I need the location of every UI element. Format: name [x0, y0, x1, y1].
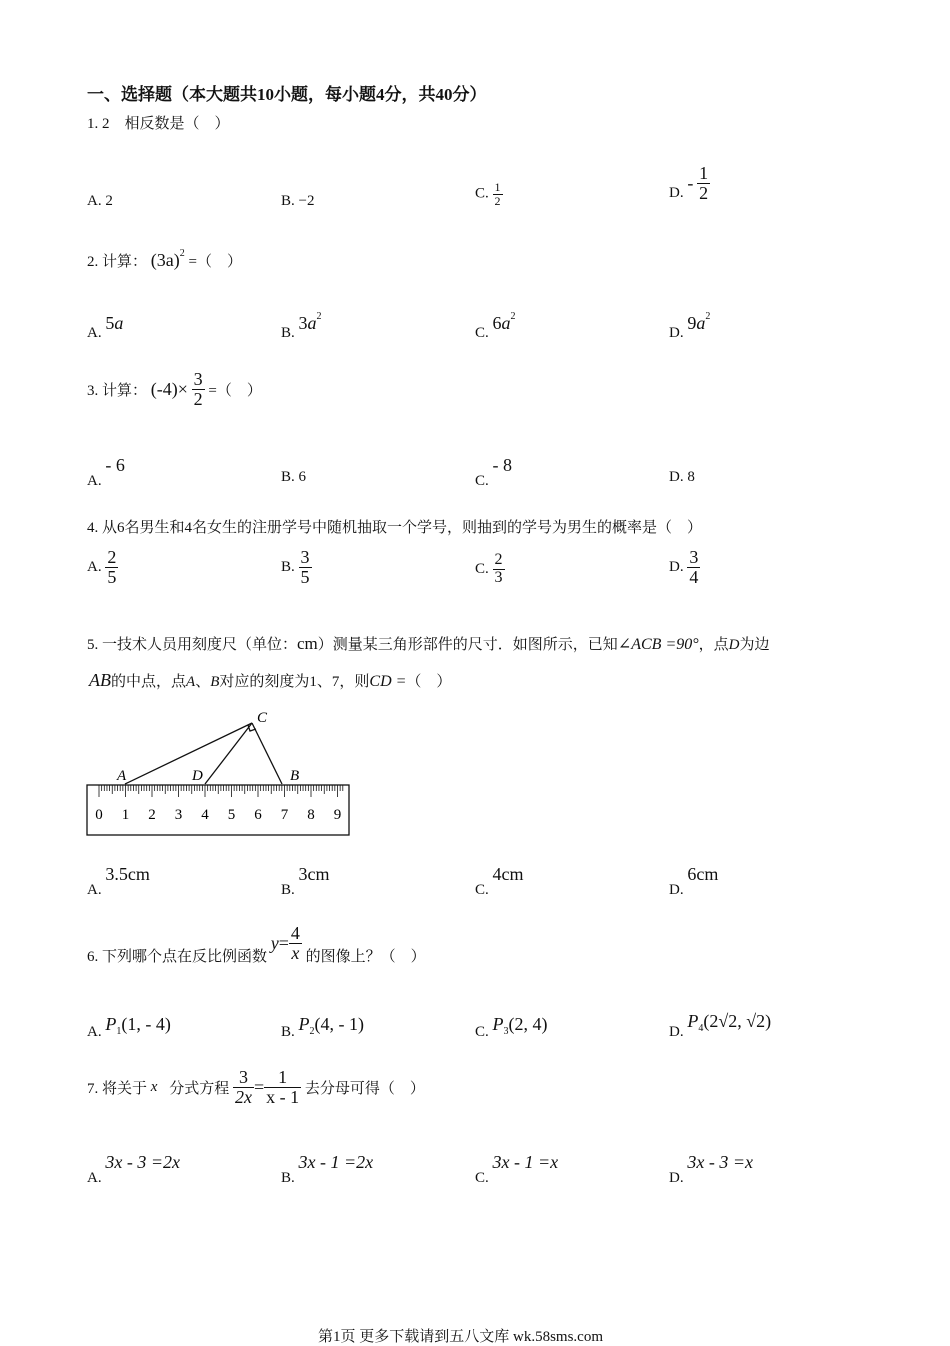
q2-a-var: a: [114, 313, 124, 333]
q2-expr-base: (3a): [150, 250, 180, 270]
page-footer: 第1页 更多下载请到五八文库 wk.58sms.com: [318, 1329, 604, 1345]
q7-option-d: [669, 1152, 753, 1186]
q7-right-fraction: [264, 1068, 301, 1107]
q4-c-num: 2: [494, 551, 503, 568]
q2-b-exp: 2: [316, 311, 322, 322]
question-1-stem: 1. 2 相反数是（ ）: [87, 116, 230, 132]
question-4-stem: 4. 从6名男生和4名女生的注册学号中随机抽取一个学号，则抽到的学号为男生的概率是（ ）: [87, 520, 703, 536]
q4-a-label: A.: [87, 558, 102, 575]
q3-lhs: (-4)×: [150, 378, 188, 399]
q6-option-a: [87, 1014, 171, 1040]
question-5-line-1: [87, 633, 770, 654]
q3-option-c: [475, 455, 513, 489]
q4-option-d: [669, 548, 700, 587]
triangle: [125, 723, 282, 784]
ruler-tick-label: 2: [148, 807, 156, 823]
q2-d-expr: [687, 313, 710, 333]
label-c: C: [257, 710, 268, 726]
q7-option-c: [475, 1152, 559, 1186]
q3-a-value: - 6: [105, 455, 125, 475]
q4-b-den: 5: [300, 566, 310, 587]
q2-d-exp: 2: [705, 311, 711, 322]
ruler-triangle-figure: [85, 706, 353, 838]
ruler-tick-label: 7: [280, 807, 289, 823]
q3-label: 3. 计算：: [87, 382, 148, 399]
q6-option-b: [281, 1014, 364, 1040]
q7-eq: =: [253, 1076, 265, 1097]
segment-cd: [205, 723, 252, 784]
q2-option-a: [87, 313, 124, 341]
q2-label: 2. 计算：: [87, 254, 148, 270]
q5-text-a: 5. 一技术人员用刻度尺（单位：: [87, 637, 298, 653]
q7-l-num: 3: [238, 1067, 248, 1087]
q5-text-g: （ ）: [406, 674, 452, 690]
q5-b-label: B.: [281, 882, 295, 898]
q7-c-label: C.: [475, 1170, 489, 1186]
q6-d-label: D.: [669, 1024, 684, 1040]
q1-d-label: D.: [669, 184, 684, 201]
q4-a-num: 2: [107, 547, 117, 567]
question-2-stem: [87, 250, 242, 271]
ruler-tick-labels: [95, 807, 341, 823]
q2-c-var: a: [501, 313, 511, 333]
q6-c-coord: (2, 4): [508, 1014, 548, 1034]
q6-a-p: P: [105, 1014, 117, 1034]
q1-option-a: A. 2: [87, 193, 113, 209]
q5-segment-ab: AB: [89, 670, 111, 690]
q5-text-f: 对应的刻度为1、7，则: [219, 674, 370, 690]
q5-unit: cm: [297, 634, 318, 653]
q5-text-b: ）测量某三角形部件的尺寸．如图所示，已知: [317, 637, 618, 653]
side-cb: [252, 723, 282, 784]
q7-b-label: B.: [281, 1170, 295, 1186]
q6-eq: =: [278, 932, 289, 953]
q2-option-c: [475, 311, 516, 341]
q2-a-coef: 5: [105, 313, 115, 333]
ruler-tick-label: 3: [174, 807, 183, 823]
q5-point-a: A: [186, 674, 196, 690]
q7-l-den: 2x: [234, 1086, 252, 1107]
q3-tail: =（ ）: [208, 382, 262, 399]
q4-d-den: 4: [689, 566, 699, 587]
ruler-tick-label: 9: [333, 807, 342, 823]
q5-a-label: A.: [87, 882, 102, 898]
question-6-stem: [87, 924, 426, 963]
q4-option-b: [281, 548, 312, 587]
q1-c-den: 2: [494, 193, 501, 208]
ruler-tick-label: 0: [95, 807, 103, 823]
q5-b-value: 3cm: [298, 864, 330, 884]
q5-option-c: [475, 864, 524, 898]
q4-c-label: C.: [475, 560, 489, 577]
q6-d-sub: 4: [698, 1023, 704, 1034]
q5-text-e: 的中点，点: [111, 674, 187, 690]
q4-d-label: D.: [669, 558, 684, 575]
q5-text-d: 为边: [739, 637, 770, 653]
q4-d-num: 3: [689, 547, 699, 567]
q5-sep: 、: [195, 674, 211, 690]
q5-a-value: 3.5cm: [105, 864, 150, 884]
q6-a-label: A.: [87, 1024, 102, 1040]
q3-den: 2: [193, 388, 203, 409]
q2-d-label: D.: [669, 325, 684, 341]
q5-c-label: C.: [475, 882, 489, 898]
q6-c-p: P: [492, 1014, 504, 1034]
q1-option-b: B. −2: [281, 193, 315, 209]
q6-d-coord: (2√2, √2): [703, 1011, 772, 1031]
q6-y: y: [270, 932, 279, 953]
q7-r-den: x - 1: [266, 1086, 300, 1107]
q3-option-d: D. 8: [669, 469, 695, 485]
q2-a-expr: [105, 313, 123, 333]
q5-point-b: B: [210, 674, 220, 690]
q3-num: 3: [193, 369, 203, 389]
q7-x: x: [150, 1078, 158, 1095]
ruler-tick-label: 6: [254, 807, 262, 823]
q6-a-sub: 1: [116, 1026, 122, 1037]
q6-b-p: P: [298, 1014, 310, 1034]
q5-option-a: [87, 864, 150, 898]
q4-c-fraction: [493, 552, 505, 587]
q1-option-d: [669, 164, 710, 203]
question-7-stem: [87, 1068, 425, 1107]
q6-fraction: [289, 924, 302, 963]
question-3-stem: [87, 370, 262, 409]
q2-c-coef: 6: [492, 313, 502, 333]
q7-c-value: 3x - 1 =x: [492, 1152, 559, 1172]
q1-d-den: 2: [699, 182, 709, 203]
q2-b-expr: [299, 313, 322, 333]
q6-option-d: [669, 1011, 772, 1040]
ruler-tick-label: 8: [307, 807, 315, 823]
q6-d-p: P: [687, 1011, 699, 1031]
q6-b-label: B.: [281, 1024, 295, 1040]
q2-b-label: B.: [281, 325, 295, 341]
q4-d-fraction: [687, 548, 700, 587]
q7-left-fraction: [233, 1068, 254, 1107]
q4-a-den: 5: [107, 566, 117, 587]
q2-exp: 2: [179, 248, 185, 259]
label-d: D: [192, 768, 203, 784]
q7-tail: 去分母可得（ ）: [304, 1080, 425, 1097]
q4-b-label: B.: [281, 558, 295, 575]
q3-c-label: C.: [475, 473, 489, 489]
q1-c-fraction: [493, 181, 503, 207]
q5-d-value: 6cm: [687, 864, 719, 884]
q6-option-c: [475, 1014, 548, 1040]
q7-mid: 分式方程: [169, 1080, 230, 1097]
q5-option-d: [669, 864, 719, 898]
q7-d-label: D.: [669, 1170, 684, 1186]
q4-option-a: [87, 548, 118, 587]
q2-option-b: [281, 311, 322, 341]
q5-d-label: D.: [669, 882, 684, 898]
q6-tail: 的图像上？（ ）: [305, 948, 426, 965]
q1-c-num: 1: [494, 180, 501, 194]
q2-option-d: [669, 311, 711, 341]
q5-option-b: [281, 864, 330, 898]
q6-a-coord: (1, - 4): [121, 1014, 171, 1034]
q5-c-value: 4cm: [492, 864, 524, 884]
q1-option-c: [475, 181, 503, 207]
q6-den: x: [289, 943, 302, 963]
q1-d-sign: -: [687, 172, 694, 193]
q4-b-num: 3: [300, 547, 310, 567]
q2-d-var: a: [696, 313, 706, 333]
q5-cd: CD =: [369, 673, 407, 690]
q4-c-den: 3: [494, 568, 503, 586]
q2-d-coef: 9: [687, 313, 697, 333]
q3-a-label: A.: [87, 473, 102, 489]
q6-c-sub: 3: [503, 1026, 509, 1037]
q2-expr: [151, 250, 185, 270]
q2-tail: =（ ）: [188, 254, 242, 270]
q6-b-coord: (4, - 1): [314, 1014, 364, 1034]
ruler-tick-label: 4: [201, 807, 209, 823]
q2-c-label: C.: [475, 325, 489, 341]
q5-point-d: D: [728, 637, 740, 653]
ruler-ticks: [99, 785, 343, 797]
q7-option-a: [87, 1152, 180, 1186]
q2-c-expr: [493, 313, 516, 333]
q7-text: 7. 将关于: [87, 1080, 148, 1097]
q2-b-coef: 3: [298, 313, 308, 333]
q7-option-b: [281, 1152, 374, 1186]
q5-text-c: ，点: [698, 637, 729, 653]
q7-d-value: 3x - 3 =x: [687, 1152, 753, 1172]
section-title: 一、选择题（本大题共10小题，每小题4分，共40分）: [87, 85, 487, 104]
q5-angle: ∠ACB =90°: [617, 636, 699, 653]
q7-a-label: A.: [87, 1170, 102, 1186]
q4-a-fraction: [105, 548, 118, 587]
q7-r-num: 1: [278, 1067, 288, 1087]
q3-fraction: [192, 370, 205, 409]
q3-c-value: - 8: [492, 455, 513, 475]
q1-d-num: 1: [699, 163, 709, 183]
q3-option-a: [87, 455, 125, 489]
q2-c-exp: 2: [510, 311, 516, 322]
q7-b-value: 3x - 1 =2x: [298, 1152, 374, 1172]
q2-b-var: a: [307, 313, 317, 333]
label-b: B: [290, 768, 300, 784]
ruler-tick-label: 1: [121, 807, 130, 823]
q4-option-c: [475, 552, 505, 587]
q6-b-sub: 2: [309, 1026, 315, 1037]
ruler-tick-label: 5: [227, 807, 236, 823]
q1-d-fraction: [697, 164, 710, 203]
q1-c-label: C.: [475, 185, 489, 202]
q6-num: 4: [290, 923, 300, 943]
q4-b-fraction: [299, 548, 312, 587]
q2-a-label: A.: [87, 325, 102, 341]
q7-a-value: 3x - 3 =2x: [105, 1152, 180, 1172]
question-5-line-2: [89, 670, 451, 691]
label-a: A: [117, 768, 127, 784]
q6-text: 6. 下列哪个点在反比例函数: [87, 948, 268, 965]
side-ac: [125, 723, 252, 784]
q3-option-b: B. 6: [281, 469, 307, 485]
q6-c-label: C.: [475, 1024, 489, 1040]
